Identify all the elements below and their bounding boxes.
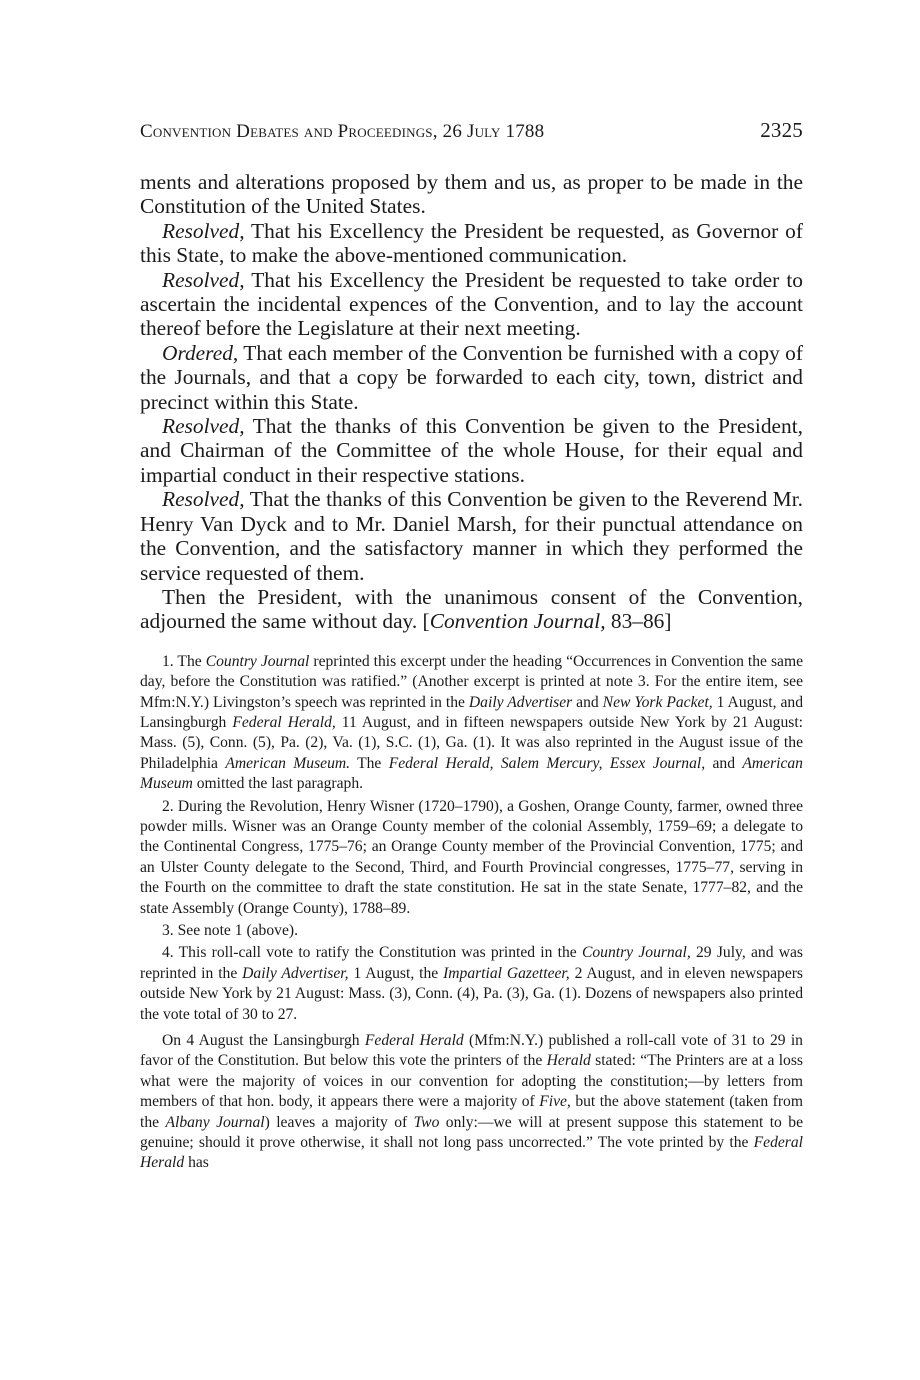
text-run: That the thanks of this Convention be given to the President, and Chairman of the Committee of the whole House, for their equal and impartial conduct in their respective stations.	[140, 414, 803, 487]
text-run: 11 August, and in fifteen newspapers outside New York by 21 August: Mass. (5), Conn. (5), Pa. (2), Va. (1), S.C. (1), Ga. (1). It was also reprinted in the August issue of the Philadelphia	[140, 713, 803, 772]
footnote	[140, 943, 803, 1025]
footnote	[140, 921, 803, 941]
text-run: only:—we will at present suppose this statement to be genuine; should it prove otherwise, it shall not long pass uncorrected.” The vote printed by the	[140, 1113, 803, 1152]
text-run: omitted the last paragraph.	[192, 775, 364, 793]
italic-text-run: American Museum.	[225, 754, 351, 772]
text-run: stated: “The Printers are at a loss what were the majority of voices in our convention for adopting the constitution;—by letters from members of that hon. body, it appears there were a majority of	[140, 1052, 803, 1111]
paragraph	[140, 268, 803, 341]
text-run: 29 July, and was reprinted in the	[140, 944, 803, 982]
italic-text-run: Ordered,	[162, 340, 239, 365]
document-page	[140, 118, 803, 1176]
text-run: That his Excellency the President be requested, as Governor of this State, to make the above-mentioned communication.	[140, 218, 803, 268]
text-run: 4. This roll-call vote to ratify the Constitution was printed in the	[162, 944, 582, 962]
paragraph	[140, 170, 803, 219]
text-run: 1 August, the	[348, 964, 444, 982]
main-text	[140, 170, 803, 634]
italic-text-run: Federal Herald, Salem Mercury, Essex Journal,	[388, 754, 706, 772]
paragraph	[140, 487, 803, 585]
italic-text-run: Daily Advertiser,	[242, 964, 349, 982]
text-run: That the thanks of this Convention be given to the Reverend Mr. Henry Van Dyck and to Mr. Daniel Marsh, for their punctual attendance on the Convention, and the satisfactory manner in which they performed the service requested of them.	[140, 487, 803, 585]
italic-text-run: Convention Journal,	[429, 609, 606, 634]
footnote	[140, 797, 803, 919]
text-run: 3. See note 1 (above).	[162, 922, 298, 939]
text-run: but the above statement (taken from the	[140, 1093, 803, 1131]
text-run: 83–86]	[605, 609, 672, 634]
text-run: That each member of the Convention be furnished with a copy of the Journals, and that a copy be forwarded to each city, town, district and precinct within this State.	[140, 340, 803, 414]
italic-text-run: Resolved,	[162, 218, 245, 243]
italic-text-run: Federal Herald,	[232, 713, 336, 731]
paragraph	[140, 585, 803, 634]
italic-text-run: Herald	[546, 1052, 591, 1070]
text-run: 2 August, and in eleven newspapers outside New York by 21 August: Mass. (3), Conn. (4), Pa. (3), Ga. (1). Dozens of newspapers also printed the vote total of 30 to 27.	[140, 964, 803, 1023]
text-run: ) leaves a majority of	[264, 1113, 414, 1131]
italic-text-run: Resolved,	[162, 487, 245, 512]
italic-text-run: Albany Journal	[165, 1113, 265, 1131]
text-run: Then the President, with the unanimous consent of the Convention, adjourned the same without day. [	[140, 584, 803, 634]
running-head-title: Convention Debates and Proceedings, 26 July 1788	[140, 121, 545, 142]
text-run: ments and alterations proposed by them and us, as proper to be made in the Constitution of the United States.	[140, 170, 803, 219]
text-run: and	[572, 693, 603, 711]
italic-text-run: Impartial Gazetteer,	[443, 964, 570, 982]
page-number: 2325	[760, 118, 803, 142]
italic-text-run: Resolved,	[162, 414, 245, 439]
italic-text-run: Country Journal	[205, 652, 310, 670]
italic-text-run: American Museum	[140, 754, 803, 793]
italic-text-run: Country Journal,	[581, 944, 691, 962]
text-run: has	[184, 1154, 209, 1172]
italic-text-run: Daily Advertiser	[468, 693, 573, 711]
italic-text-run: Resolved,	[162, 267, 245, 292]
text-run: 1 August, and Lansingburgh	[140, 693, 803, 731]
text-run: and	[705, 754, 743, 772]
text-run: On 4 August the Lansingburgh	[162, 1032, 365, 1050]
paragraph	[140, 341, 803, 414]
running-head	[140, 118, 803, 148]
footnote-continuation	[140, 1031, 803, 1174]
paragraph	[140, 219, 803, 268]
italic-text-run: Five,	[539, 1093, 571, 1111]
italic-text-run: Federal Herald	[140, 1134, 803, 1172]
paragraph	[140, 414, 803, 487]
text-run: 2. During the Revolution, Henry Wisner (1720–1790), a Goshen, Orange County, farmer, owned three powder mills. Wisner was an Orange County member of the colonial Assembly, 1759–69; a delegate to the Continental Congress, 1775–76; an Orange County member of the Provincial Convention, 1775; and an Ulster County delegate to the Second, Third, and Fourth Provincial congresses, 1775–77, serving in the Fourth on the committee to draft the state constitution. He sat in the state Senate, 1777–82, and the state Assembly (Orange County), 1788–89.	[140, 797, 803, 917]
italic-text-run: Federal Herald	[364, 1032, 464, 1050]
italic-text-run: Two	[413, 1113, 440, 1131]
text-run: reprinted this excerpt under the heading “Occurrences in Convention the same day, before the Constitution was ratified.” (Another excerpt is printed at note 3. For the entire item, see Mfm:N.Y.) Livingston’s speech was reprinted in the	[140, 652, 803, 711]
text-run: The	[350, 754, 389, 772]
text-run: (Mfm:N.Y.) published a roll-call vote of 31 to 29 in favor of the Constitution. But below this vote the printers of the	[140, 1032, 803, 1070]
italic-text-run: New York Packet,	[602, 693, 713, 711]
text-run: 1. The	[162, 652, 206, 670]
footnotes	[140, 652, 803, 1174]
text-run: That his Excellency the President be requested to take order to ascertain the incidental expences of the Convention, and to lay the account thereof before the Legislature at their next meeting.	[140, 267, 803, 341]
footnote	[140, 652, 803, 795]
